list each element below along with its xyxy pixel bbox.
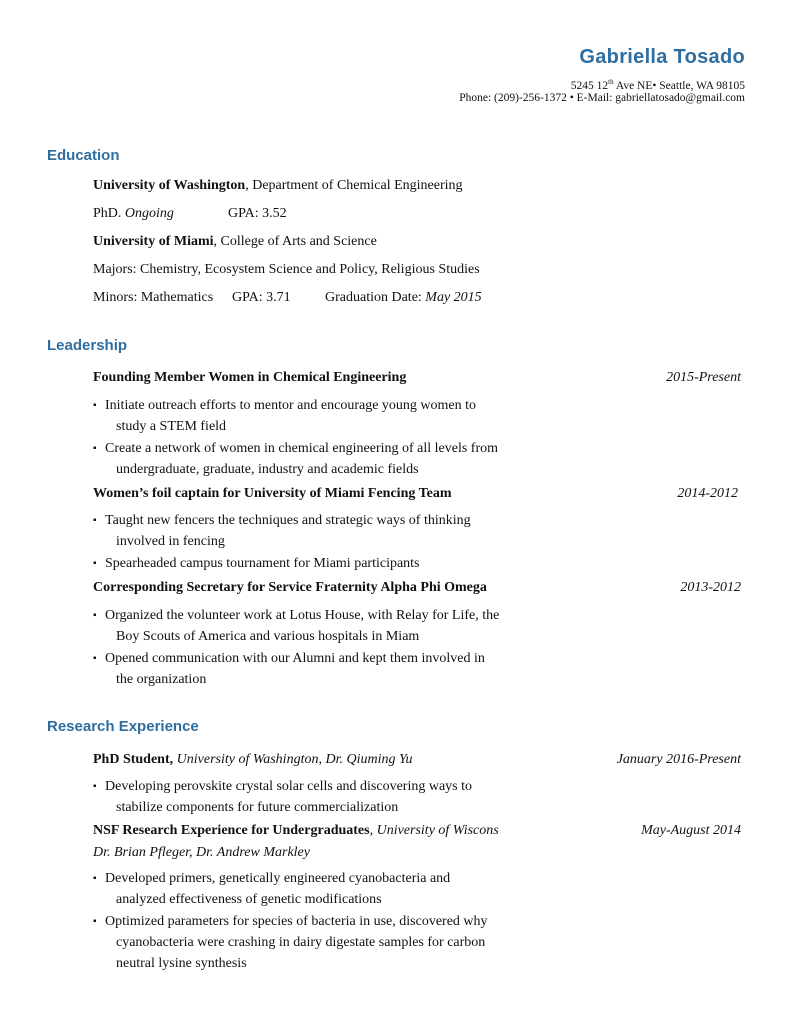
edu-um-minors: Minors: Mathematics [93,290,214,305]
contact-info: Phone: (209)-256-1372 • E-Mail: gabriellatosado@gmail.com [459,92,745,104]
leadership-title: Corresponding Secretary for Service Fraternity Alpha Phi Omega [93,580,487,595]
edu-um-grad: Graduation Date: May 2015 [325,290,482,305]
list-item: ▪ Spearheaded campus tournament for Miami participants [93,556,420,571]
research-nsf-advisors: Dr. Brian Pfleger, Dr. Andrew Markley [93,845,310,860]
list-item: ▪ Opened communication with our Alumni and kept them involved in the organization [93,651,485,687]
education-heading: Education [47,147,120,164]
edu-uw-line: University of Washington, Department of Chemical Engineering [93,178,463,193]
edu-uw-gpa: GPA: 3.52 [228,206,287,221]
leadership-title: Women’s foil captain for University of Miami Fencing Team [93,486,452,501]
research-nsf-date: May-August 2014 [641,823,741,838]
resume-name: Gabriella Tosado [579,46,745,68]
leadership-date: 2015-Present [666,370,741,385]
list-item: ▪ Initiate outreach efforts to mentor and encourage young women to study a STEM field [93,398,477,434]
research-phd-line: PhD Student, University of Washington, Dr. Qiuming Yu [93,752,413,767]
list-item: ▪ Taught new fencers the techniques and strategic ways of thinking involved in fencing [93,513,471,549]
research-phd-date: January 2016-Present [616,752,741,767]
list-item: ▪ Developing perovskite crystal solar cells and discovering ways to stabilize components for future commercialization [93,779,473,815]
list-item: ▪ Optimized parameters for species of bacteria in use, discovered why cyanobacteria were crashing in dairy digestate samples for carbon neutral lysine synthesis [93,914,488,971]
leadership-date: 2014-2012 [677,486,738,501]
address: 5245 12th Ave NE• Seattle, WA 98105 [570,78,745,92]
research-heading: Research Experience [47,718,199,735]
leadership-heading: Leadership [47,337,128,354]
leadership-title: Founding Member Women in Chemical Engineering [93,370,407,385]
research-nsf-line: NSF Research Experience for Undergraduates, University of Wiscons [93,823,499,838]
leadership-date: 2013-2012 [680,580,741,595]
edu-um-gpa: GPA: 3.71 [232,290,291,305]
edu-uw-degree: PhD. Ongoing [93,206,174,221]
edu-um-line: University of Miami, College of Arts and Science [93,234,377,249]
edu-um-majors: Majors: Chemistry, Ecosystem Science and Policy, Religious Studies [93,262,480,277]
list-item: ▪ Organized the volunteer work at Lotus House, with Relay for Life, the Boy Scouts of America and various hospitals in Miam [93,608,500,644]
list-item: ▪ Developed primers, genetically engineered cyanobacteria and analyzed effectiveness of genetic modifications [93,871,451,907]
list-item: ▪ Create a network of women in chemical engineering of all levels from undergraduate, graduate, industry and academic fields [93,441,499,477]
